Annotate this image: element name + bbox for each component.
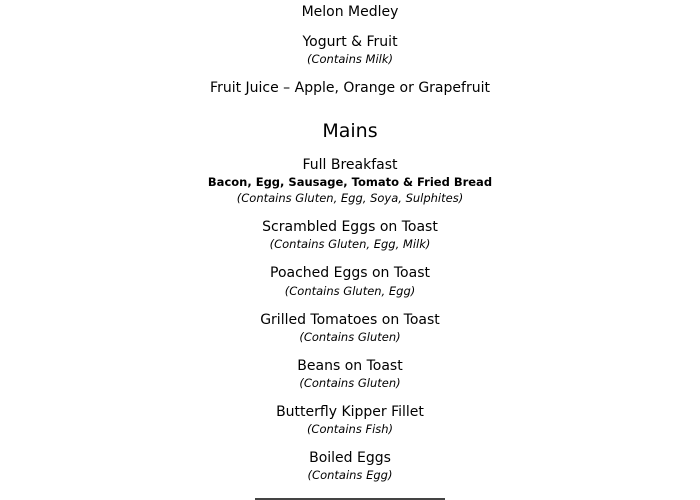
allergen-note: (Contains Egg) xyxy=(307,468,393,482)
section-title: Mains xyxy=(322,120,378,142)
allergen-note: (Contains Gluten, Egg) xyxy=(284,284,416,298)
menu-item-name: Fruit Juice – Apple, Orange or Grapefruit xyxy=(210,80,490,96)
menu-item-name: Beans on Toast xyxy=(297,358,403,374)
menu-item-name: Melon Medley xyxy=(301,4,399,20)
menu-item-name: Poached Eggs on Toast xyxy=(270,265,430,281)
clipped-text-line xyxy=(0,495,700,500)
allergen-note: (Contains Fish) xyxy=(306,422,394,436)
allergen-note: (Contains Milk) xyxy=(307,52,393,66)
menu-item-name: Butterfly Kipper Fillet xyxy=(276,404,424,420)
menu-item-name: Grilled Tomatoes on Toast xyxy=(260,312,440,328)
menu-item-name: Boiled Eggs xyxy=(309,450,391,466)
menu-item-name: Yogurt & Fruit xyxy=(302,34,398,50)
allergen-note: (Contains Gluten) xyxy=(299,376,401,390)
menu-item-description: Bacon, Egg, Sausage, Tomato & Fried Bread xyxy=(207,175,493,189)
menu-item-name: Full Breakfast xyxy=(302,157,398,173)
allergen-note: (Contains Gluten, Egg, Milk) xyxy=(269,237,431,251)
allergen-note: (Contains Gluten) xyxy=(299,330,401,344)
menu-item-name: Scrambled Eggs on Toast xyxy=(262,219,438,235)
allergen-note: (Contains Gluten, Egg, Soya, Sulphites) xyxy=(236,191,464,205)
